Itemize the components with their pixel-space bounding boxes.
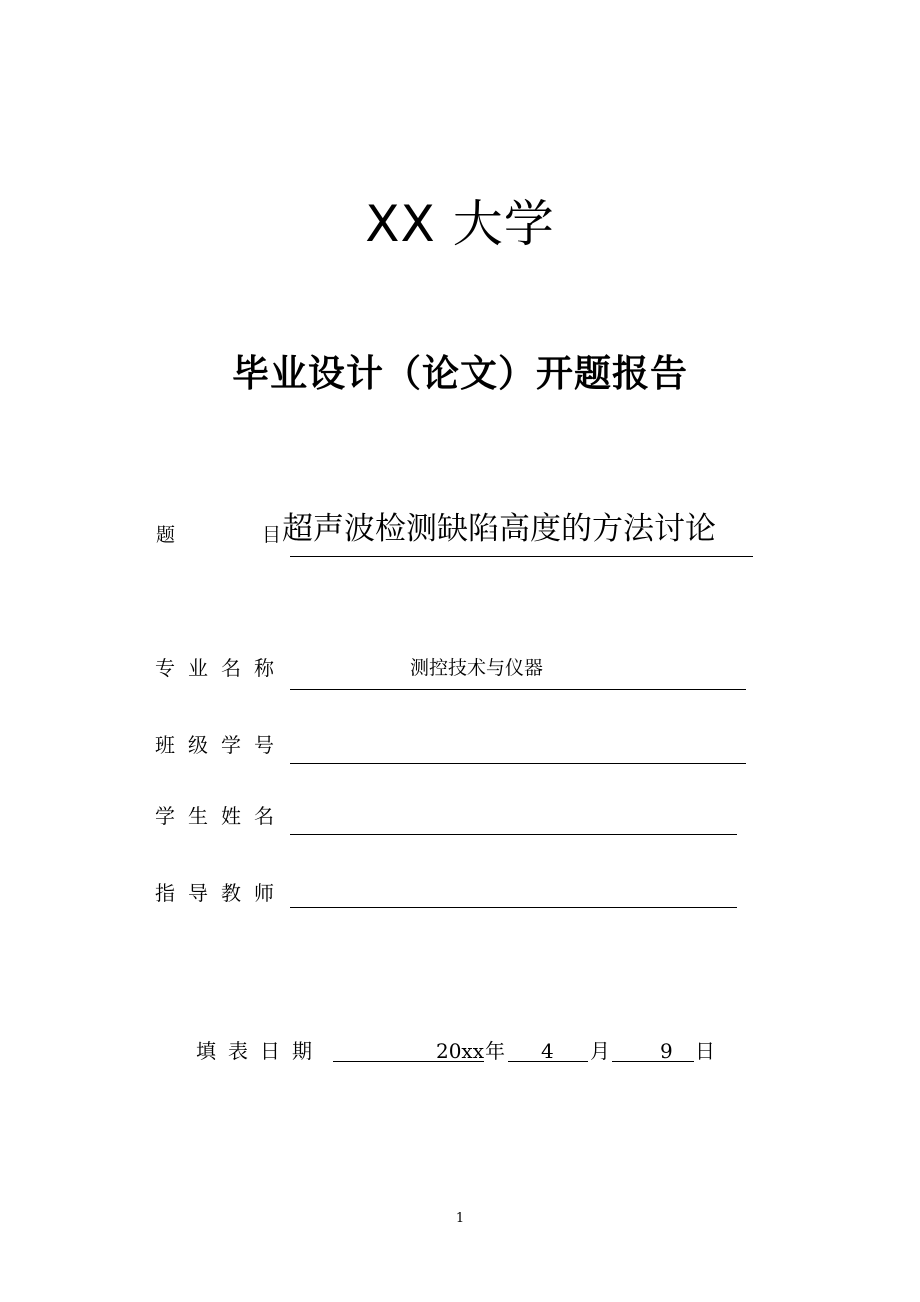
student-name-label: 学生姓名 (155, 804, 287, 828)
date-month-text: 4 (541, 1039, 554, 1063)
date-label: 填表日期 (196, 1039, 324, 1063)
date-year-value: 20xx (333, 1037, 484, 1062)
class-id-label: 班级学号 (155, 733, 287, 757)
advisor-underline (290, 907, 737, 908)
subject-label-head: 题 (156, 524, 176, 546)
date-day-unit: 日 (695, 1039, 715, 1063)
report-title: 毕业设计（论文）开题报告 (232, 352, 688, 395)
student-name-underline (290, 834, 737, 835)
major-label: 专业名称 (155, 656, 287, 680)
university-name: XX 大学 (365, 195, 555, 253)
class-id-underline (290, 763, 746, 764)
date-day-text: 9 (660, 1039, 673, 1063)
advisor-label: 指导教师 (155, 881, 287, 905)
subject-label-tail: 目 (262, 524, 282, 546)
major-underline (290, 689, 746, 690)
page-number: 1 (455, 1211, 465, 1226)
subject-underline (290, 556, 753, 557)
date-month-unit: 月 (590, 1039, 610, 1063)
major-value: 测控技术与仪器 (410, 657, 544, 679)
date-day-value (612, 1037, 694, 1062)
date-month-value (508, 1037, 588, 1062)
subject-value: 超声波检测缺陷高度的方法讨论 (282, 511, 716, 547)
date-year-unit: 年 (485, 1039, 505, 1063)
